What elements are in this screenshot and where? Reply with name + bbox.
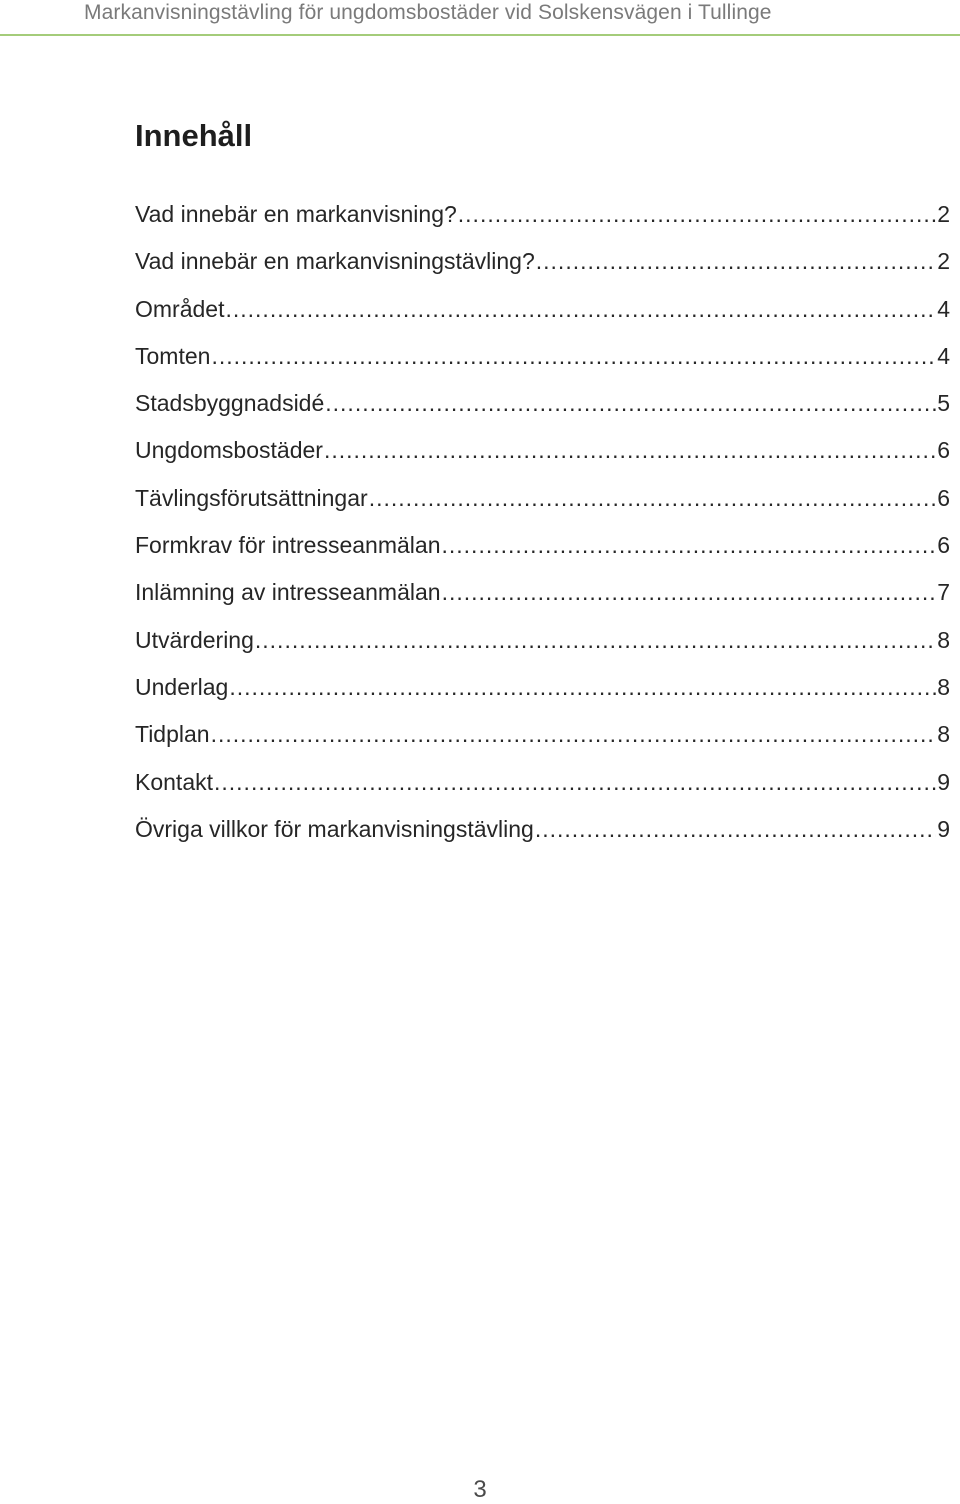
toc-dot-leader [225,289,936,329]
toc-dot-leader [214,762,936,802]
toc-entry[interactable] [135,194,950,241]
toc-entry-title: Underlag [135,673,229,700]
toc-entry-page: 8 [937,673,950,700]
toc-entry-title: Utvärdering [135,626,254,653]
toc-heading: Innehåll [135,118,253,153]
toc-entry[interactable] [135,478,950,525]
toc-dot-leader [255,620,936,660]
toc-list [135,194,950,856]
toc-entry-title: Kontakt [135,768,213,795]
toc-entry[interactable] [135,809,950,856]
toc-entry[interactable] [135,667,950,714]
toc-entry-page: 8 [937,721,950,748]
toc-entry-title: Tomten [135,342,211,369]
toc-dot-leader [325,383,936,423]
toc-dot-leader [535,809,936,849]
toc-entry-page: 7 [937,579,950,606]
document-title: Markanvisningstävling för ungdomsbostäder vid Solskensvägen i Tullinge [84,1,772,24]
toc-entry-title: Vad innebär en markanvisning? [135,201,457,227]
page-number: 3 [473,1476,487,1503]
running-header [0,0,960,36]
toc-dot-leader [458,194,936,234]
toc-entry-title: Tidplan [135,721,210,748]
table-of-contents [135,116,950,842]
toc-dot-leader [211,336,936,376]
toc-entry[interactable] [135,430,950,477]
toc-entry-page: 4 [937,342,950,369]
toc-entry-title: Området [135,295,225,322]
toc-entry[interactable] [135,762,950,809]
toc-entry[interactable] [135,336,950,383]
toc-dot-leader [324,430,936,470]
toc-entry[interactable] [135,289,950,336]
toc-entry-title: Inlämning av intresseanmälan [135,579,441,606]
toc-entry-page: 9 [937,815,950,842]
toc-entry-page: 9 [937,768,950,795]
toc-entry-page: 2 [937,201,950,227]
toc-entry-page: 2 [937,248,950,275]
toc-dot-leader [442,572,937,612]
toc-entry[interactable] [135,620,950,667]
toc-entry-title: Vad innebär en markanvisningstävling? [135,248,535,275]
toc-entry[interactable] [135,572,950,619]
toc-dot-leader [442,525,937,565]
toc-entry-title: Övriga villkor för markanvisningstävling [135,815,534,842]
toc-dot-leader [369,478,937,518]
toc-entry-title: Ungdomsbostäder [135,437,323,464]
toc-entry-page: 6 [937,532,950,559]
toc-entry-page: 6 [937,484,950,511]
toc-entry[interactable] [135,525,950,572]
toc-entry-title: Formkrav för intresseanmälan [135,532,441,559]
toc-entry[interactable] [135,383,950,430]
toc-dot-leader [211,714,937,754]
toc-entry[interactable] [135,714,950,761]
toc-entry[interactable] [135,241,950,288]
toc-entry-page: 4 [937,295,950,322]
toc-dot-leader [536,241,936,281]
toc-entry-page: 6 [937,437,950,464]
toc-entry-title: Tävlingsförutsättningar [135,484,368,511]
toc-entry-page: 8 [937,626,950,653]
toc-entry-page: 5 [937,390,950,417]
toc-dot-leader [229,667,936,707]
toc-entry-title: Stadsbyggnadsidé [135,390,325,417]
